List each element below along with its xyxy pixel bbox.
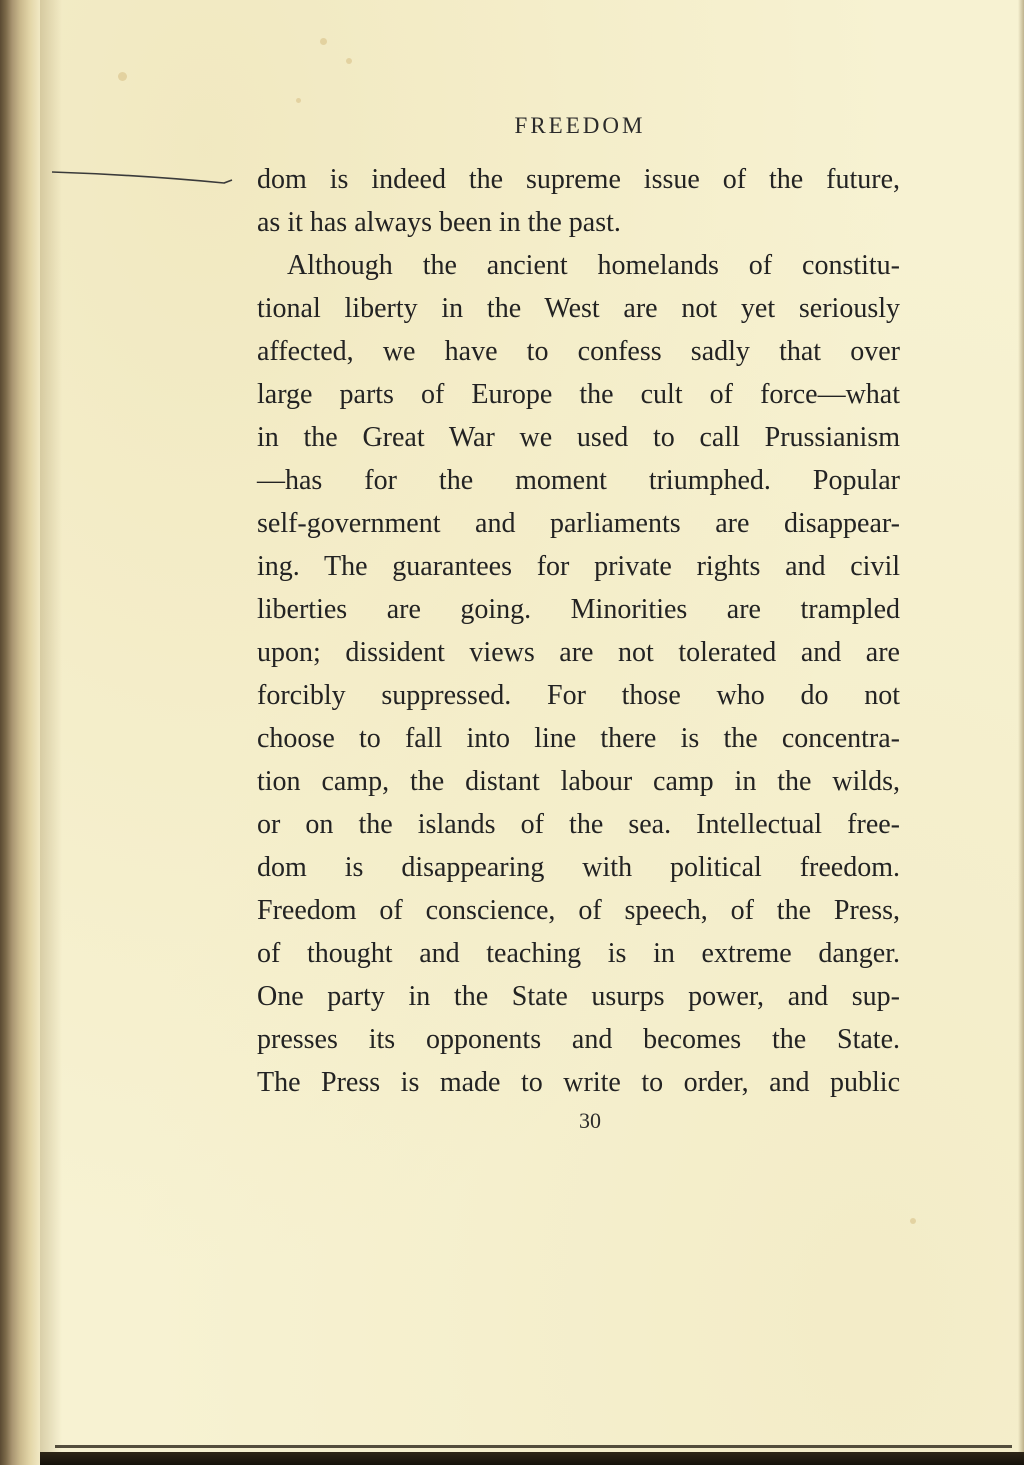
page-number: 30 — [579, 1108, 601, 1133]
text-line: tional liberty in the West are not yet seriously — [257, 293, 900, 324]
text-line: The Press is made to write to order, and public — [257, 1067, 900, 1098]
paper-speck — [320, 38, 327, 45]
text-line: —has for the moment triumphed. Popular — [257, 465, 900, 496]
paper-speck — [346, 58, 352, 64]
paper-speck — [118, 72, 127, 81]
text-line: or on the islands of the sea. Intellectual free- — [257, 809, 900, 840]
text-line: dom is disappearing with political freedom. — [257, 852, 900, 883]
pencil-margin-mark — [52, 168, 234, 190]
text-line: ing. The guarantees for private rights and civil — [257, 551, 900, 582]
page-bottom-rule — [55, 1445, 1012, 1448]
text-line: choose to fall into line there is the concentra- — [257, 723, 900, 754]
body-text — [257, 158, 900, 1104]
gutter-shadow — [40, 0, 62, 1465]
text-line: tion camp, the distant labour camp in the wilds, — [257, 766, 900, 797]
text-line: in the Great War we used to call Prussianism — [257, 422, 900, 453]
paper-speck — [296, 98, 301, 103]
text-line: upon; dissident views are not tolerated and are — [257, 637, 900, 668]
book-binding — [0, 0, 40, 1465]
text-line: large parts of Europe the cult of force—what — [257, 379, 900, 410]
text-line: One party in the State usurps power, and sup- — [257, 981, 900, 1012]
text-line: self-government and parliaments are disappear- — [257, 508, 900, 539]
paper-speck — [910, 1218, 916, 1224]
text-line: affected, we have to confess sadly that over — [257, 336, 900, 367]
text-line: of thought and teaching is in extreme danger. — [257, 938, 900, 969]
text-line: as it has always been in the past. — [257, 207, 621, 238]
page-right-edge — [1018, 0, 1024, 1452]
text-line: dom is indeed the supreme issue of the future, — [257, 164, 900, 195]
text-line: forcibly suppressed. For those who do not — [257, 680, 900, 711]
text-line: liberties are going. Minorities are trampled — [257, 594, 900, 625]
text-line: Although the ancient homelands of constitu- — [287, 250, 900, 281]
text-line: Freedom of conscience, of speech, of the Press, — [257, 895, 900, 926]
page-bottom-edge — [40, 1452, 1024, 1465]
text-line: presses its opponents and becomes the State. — [257, 1024, 900, 1055]
running-head: FREEDOM — [514, 113, 646, 138]
